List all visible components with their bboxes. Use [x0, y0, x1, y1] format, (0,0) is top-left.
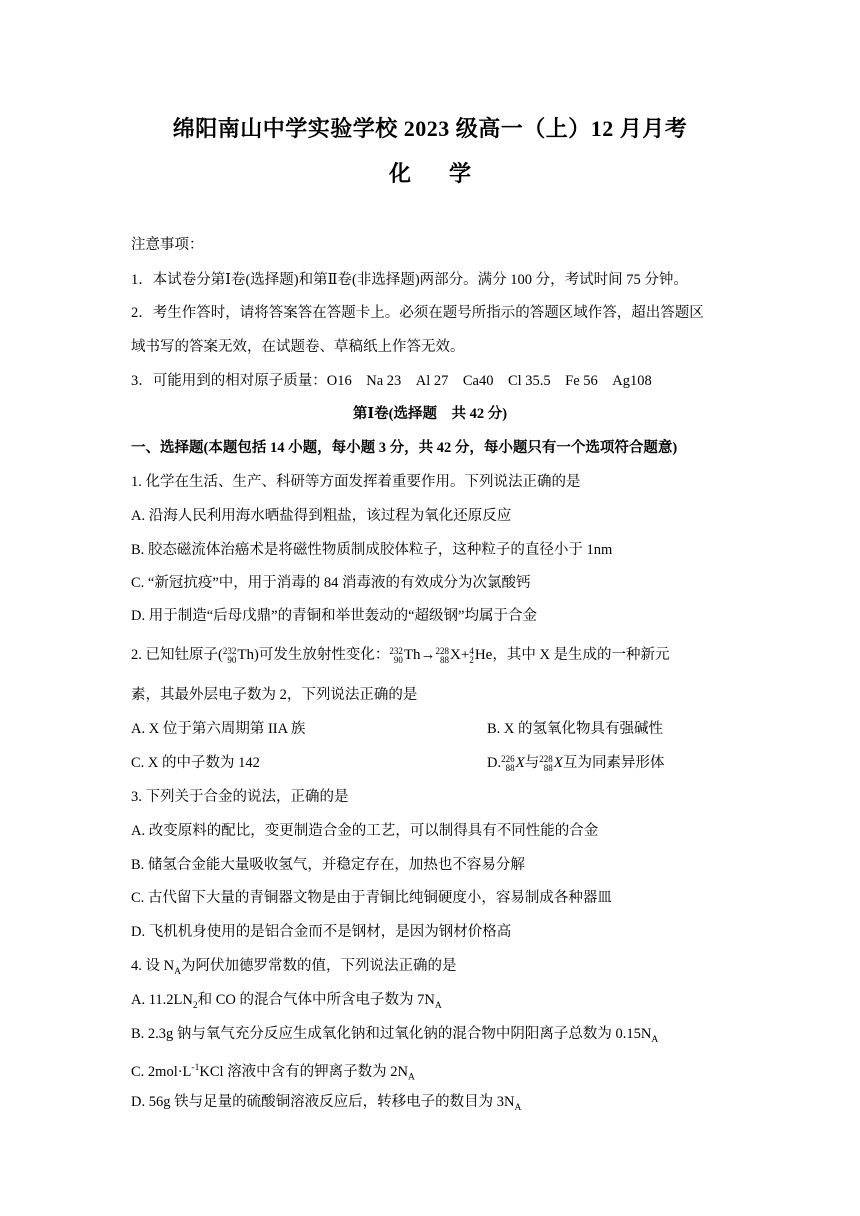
- question-3-option-b: B. 储氢合金能大量吸收氢气，并稳定存在，加热也不容易分解: [131, 857, 525, 873]
- notice-item-2a: 2．考生作答时，请将答案答在答题卡上。必须在题号所指示的答题区域作答，超出答题区: [131, 305, 704, 321]
- question-2-option-b: B. X 的氢氧化物具有强碱性: [487, 721, 664, 737]
- section-instruction: 一、选择题(本题包括 14 小题，每小题 3 分，共 42 分，每小题只有一个选项符合题意): [131, 440, 678, 456]
- notice-item-1: 1．本试卷分第Ⅰ卷(选择题)和第Ⅱ卷(非选择题)两部分。满分 100 分，考试时间 75 分钟。: [131, 272, 688, 288]
- question-1-option-d: D. 用于制造“后母戊鼎”的青铜和举世轰动的“超级钢”均属于合金: [131, 608, 537, 624]
- question-1-option-c: C. “新冠抗疫”中，用于消毒的 84 消毒液的有效成分为次氯酸钙: [131, 575, 531, 591]
- question-3-stem: 3. 下列关于合金的说法，正确的是: [131, 789, 349, 805]
- question-3-option-d: D. 飞机机身使用的是铝合金而不是钢材，是因为钢材价格高: [131, 924, 512, 940]
- notice-item-3: 3．可能用到的相对原子质量：O16 Na 23 Al 27 Ca40 Cl 35.5 Fe 56 Ag108: [131, 373, 652, 389]
- question-4-stem: 4. 设 $N_A$为阿伏加德罗常数的值，下列说法正确的是: [131, 958, 457, 977]
- question-2-option-d: D. 226 88 X与 228 88 X互为同素异形体: [487, 753, 665, 773]
- question-1-option-b: B. 胶态磁流体治癌术是将磁性物质制成胶体粒子，这种粒子的直径小于 1nm: [131, 542, 613, 558]
- question-4-option-a: A. $11.2LN_2$和 CO 的混合气体中所含电子数为 $7N_A$: [131, 992, 442, 1011]
- decay-equation: 232 90 Th→ 228 88 X+ 4 2 He: [389, 645, 493, 665]
- exam-subject: 化学: [388, 161, 509, 186]
- thorium-nuclide: 232 90 Th: [222, 645, 255, 665]
- question-3-option-a: A. 改变原料的配比，变更制造合金的工艺，可以制得具有不同性能的合金: [131, 823, 599, 839]
- question-4-option-b: B. 2.3g 钠与氧气充分反应生成氧化钠和过氧化钠的混合物中阴阳离子总数为 $0.15N_A$: [131, 1026, 659, 1045]
- question-1-option-a: A. 沿海人民利用海水晒盐得到粗盐，该过程为氧化还原反应: [131, 508, 512, 524]
- notice-item-2b: 域书写的答案无效，在试题卷、草稿纸上作答无效。: [131, 339, 465, 355]
- section-title: 第Ⅰ卷(选择题 共 42 分): [352, 406, 508, 422]
- exam-title: 绵阳南山中学实验学校 2023 级高一（上）12 月月考: [172, 116, 688, 141]
- question-2-stem-line2: 素，其最外层电子数为 2，下列说法正确的是: [131, 687, 418, 703]
- notice-heading: 注意事项：: [131, 237, 204, 253]
- question-2-stem: 2. 已知钍原子( 232 90 Th)可发生放射性变化： 232 90 Th→ 228 88 X+ 4 2 He，其中 X 是生成的一种新元: [131, 645, 670, 665]
- question-3-option-c: C. 古代留下大量的青铜器文物是由于青铜比纯铜硬度小，容易制成各种器皿: [131, 890, 612, 906]
- question-2-option-c: C. X 的中子数为 142: [131, 755, 260, 771]
- question-2-option-a: A. X 位于第六周期第 IIA 族: [131, 721, 306, 737]
- question-4-option-d: D. 56g 铁与足量的硫酸铜溶液反应后，转移电子的数目为 $3N_A$: [131, 1094, 522, 1113]
- question-1-stem: 1. 化学在生活、生产、科研等方面发挥着重要作用。下列说法正确的是: [131, 474, 581, 490]
- question-4-option-c: C. $2mol\cdot L^{-1}KCl$ 溶液中含有的钾离子数为 $2N_A$: [131, 1063, 415, 1083]
